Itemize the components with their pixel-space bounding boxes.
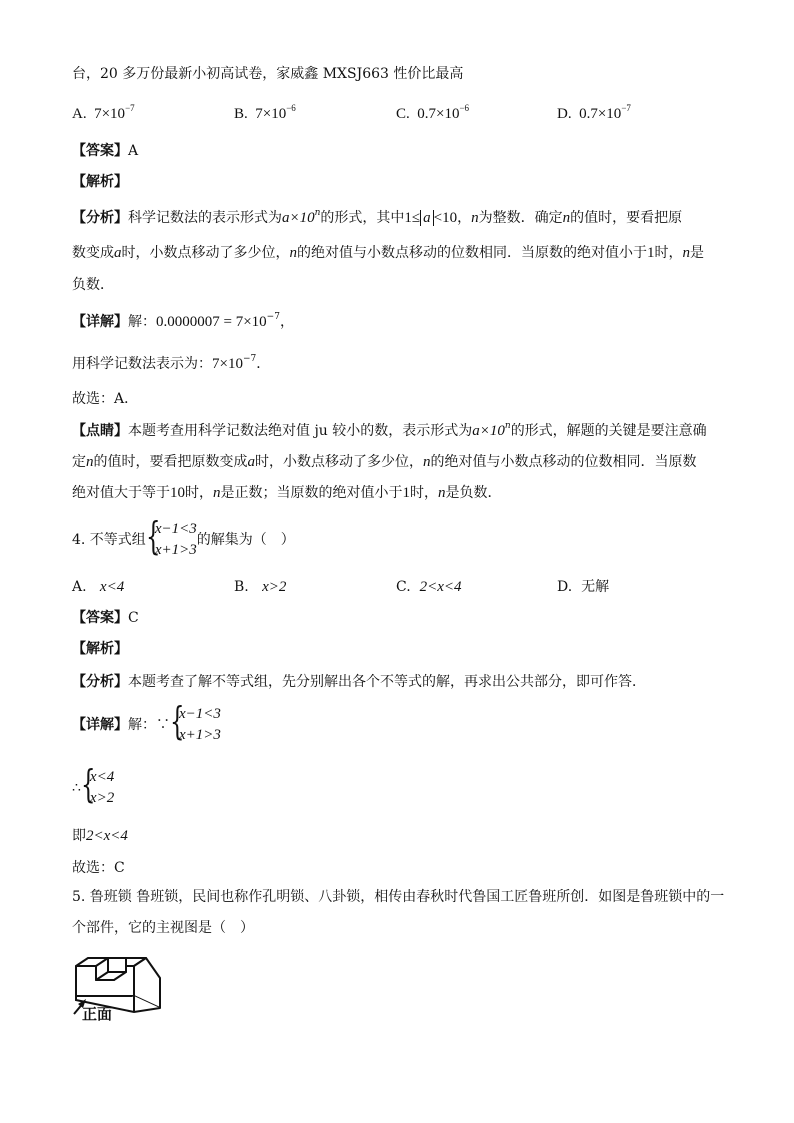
q4-stem: 4. 不等式组 { x−1<3 x+1>3 的解集为（ ）: [72, 518, 295, 562]
q5-stem-line1: 5. 鲁班锁 鲁班锁，民间也称作孔明锁、八卦锁，相传由春秋时代鲁国工匠鲁班所创．如图是鲁班锁中的一: [72, 889, 725, 905]
q4-detail: 【详解】解：∵ { x−1<3 x+1>3: [72, 703, 221, 747]
q4-option-c: C. 2<x<4: [396, 579, 462, 595]
q4-analysis-label: 【解析】: [72, 641, 128, 657]
q3-choose: 故选：A．: [72, 391, 139, 407]
q4-option-b: B. x>2: [234, 579, 287, 595]
q4-answer: 【答案】C: [72, 610, 139, 626]
q4-option-a: A. x<4: [72, 579, 125, 595]
q3-fenxi-line2: 数变成a时，小数点移动了多少位，n的绝对值与小数点移动的位数相同．当原数的绝对值小于1时，n是: [72, 245, 704, 261]
q3-option-c: C. $0.7\times 10^{-6}$: [396, 103, 470, 122]
q4-therefore-system: { x<4 x>2: [80, 762, 115, 806]
q3-dianjing-line3: 绝对值大于等于10时，n是正数；当原数的绝对值小于1时，n是负数．: [72, 485, 502, 501]
luban-lock-figure: [68, 950, 168, 1024]
q4-therefore: ∴ { x<4 x>2: [72, 766, 114, 810]
q3-fenxi-line3: 负数．: [72, 277, 114, 293]
q4-option-d: D. 无解: [557, 579, 610, 595]
q3-option-b: B. $7\times 10^{-6}$: [234, 103, 296, 122]
q3-fenxi-line1: 【分析】科学记数法的表示形式为$a\times 10^n$的形式，其中1≤ a <10，n为整数．确定n的值时，要看把原: [72, 208, 683, 226]
q4-ji: 即2<x<4: [72, 828, 128, 844]
q3-option-d: D. $0.7\times 10^{-7}$: [557, 103, 631, 122]
q3-answer: 【答案】A: [72, 143, 139, 159]
q5-stem-line2: 个部件，它的主视图是（ ）: [72, 920, 254, 936]
q3-dianjing-line2: 定n的值时，要看把原数变成a时，小数点移动了多少位，n的绝对值与小数点移动的位数相同．当原数: [72, 454, 697, 470]
front-label: 正面: [82, 1005, 113, 1023]
q3-detail: 【详解】解：$0.0000007 = 7\times 10^{-7}$，: [72, 312, 294, 330]
q3-sci: 用科学记数法表示为：$7\times 10^{-7}$．: [72, 354, 271, 372]
q3-dianjing-line1: 【点睛】本题考查用科学记数法绝对值 ju 较小的数，表示形式为$a\times 10^n$的形式，解题的关键是要注意确: [72, 421, 707, 439]
q4-detail-system: { x−1<3 x+1>3: [170, 699, 221, 743]
top-note: 台，20 多万份最新小初高试卷，家威鑫 MXSJ663 性价比最高: [72, 66, 464, 82]
q3-analysis-label: 【解析】: [72, 174, 128, 190]
q3-option-a: A. $7\times 10^{-7}$: [72, 103, 135, 122]
q4-inequality-system: { x−1<3 x+1>3: [145, 514, 197, 558]
q4-choose: 故选：C: [72, 860, 125, 876]
q4-fenxi: 【分析】本题考查了解不等式组，先分别解出各个不等式的解，再求出公共部分，即可作答．: [72, 674, 646, 690]
